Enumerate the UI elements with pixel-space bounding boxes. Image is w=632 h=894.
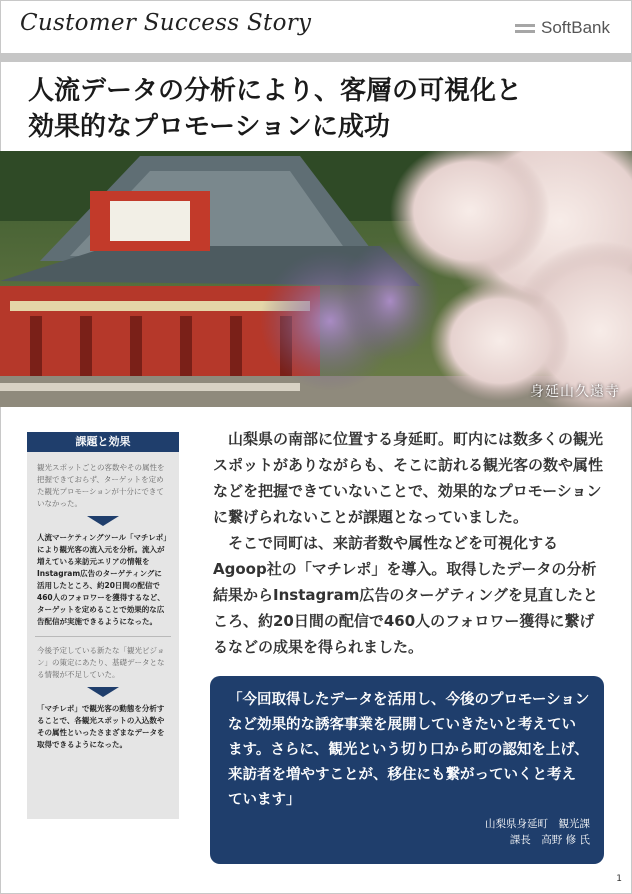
photo-caption: 身延山久遠寺 — [530, 384, 620, 400]
down-arrow-icon — [87, 516, 119, 526]
quote-organization: 山梨県身延町 観光課 — [485, 818, 590, 830]
temple-illustration — [0, 151, 632, 407]
sidebar-solution-2: 「マチレポ」で観光客の動態を分析することで、各観光スポットの入込数やその属性といったさまざまなデータを取得できるようになった。 — [37, 704, 165, 749]
sidebar-problem-1: 観光スポットごとの客数やその属性を把握できておらず、ターゲットを定めた観光プロモーションが十分にできていなかった。 — [37, 463, 165, 508]
page-number: 1 — [616, 874, 622, 884]
quote-text: 「今回取得したデータを活用し、今後のプロモーションなど効果的な誘客事業を展開していきたいと考えています。さらに、観光という切り口から町の認知を上げ、来訪者を増やすことが、移住にも繋がっていくと考えています」 — [228, 692, 590, 808]
header-rule — [0, 53, 632, 62]
header-title: Customer Success Story — [20, 10, 312, 36]
sidebar-heading: 課題と効果 — [27, 432, 179, 452]
body-paragraph-2: そこで同町は、来訪者数や属性などを可視化するAgoop社の「マチレポ」を導入。取得したデータの分析結果からInstagram広告のターゲティングを見直したところ、約20日間の配信で460人のフォロワー獲得に繋げるなどの成果を得られました。 — [213, 534, 598, 656]
title-line-2: 効果的なプロモーションに成功 — [28, 112, 390, 142]
customer-quote-box — [210, 676, 604, 864]
softbank-logo-icon — [515, 24, 535, 33]
quote-person: 課長 高野 修 氏 — [509, 834, 590, 846]
sidebar-problem-2: 今後予定している新たな「観光ビジョン」の策定にあたり、基礎データとなる情報が不足していた。 — [37, 646, 165, 679]
temple-photo — [0, 151, 632, 407]
main-body — [213, 426, 608, 660]
sidebar-divider — [35, 636, 171, 637]
issue-effect-sidebar — [27, 432, 179, 819]
down-arrow-icon — [87, 687, 119, 697]
logo-text: SoftBank — [541, 18, 610, 37]
body-paragraph-1: 山梨県の南部に位置する身延町。町内には数多くの観光スポットがありながらも、そこに訪れる観光客の数や属性などを把握できていないことで、効果的なプロモーションに繋げられないことが課題となっていました。 — [213, 430, 604, 526]
title-line-1: 人流データの分析により、客層の可視化と — [28, 76, 523, 106]
quote-attribution — [485, 816, 590, 848]
softbank-logo — [515, 18, 610, 38]
sidebar-solution-1: 人流マーケティングツール「マチレポ」により観光客の流入元を分析。流入が増えている来訪元エリアの情報をInstagram広告のターゲティングに活用したところ、約20日間の配信で460人のフォロワーを獲得するなど、ターゲットを定めることで効果的な広告配信が実施できるようになった。 — [37, 533, 168, 626]
page-title — [28, 73, 608, 145]
